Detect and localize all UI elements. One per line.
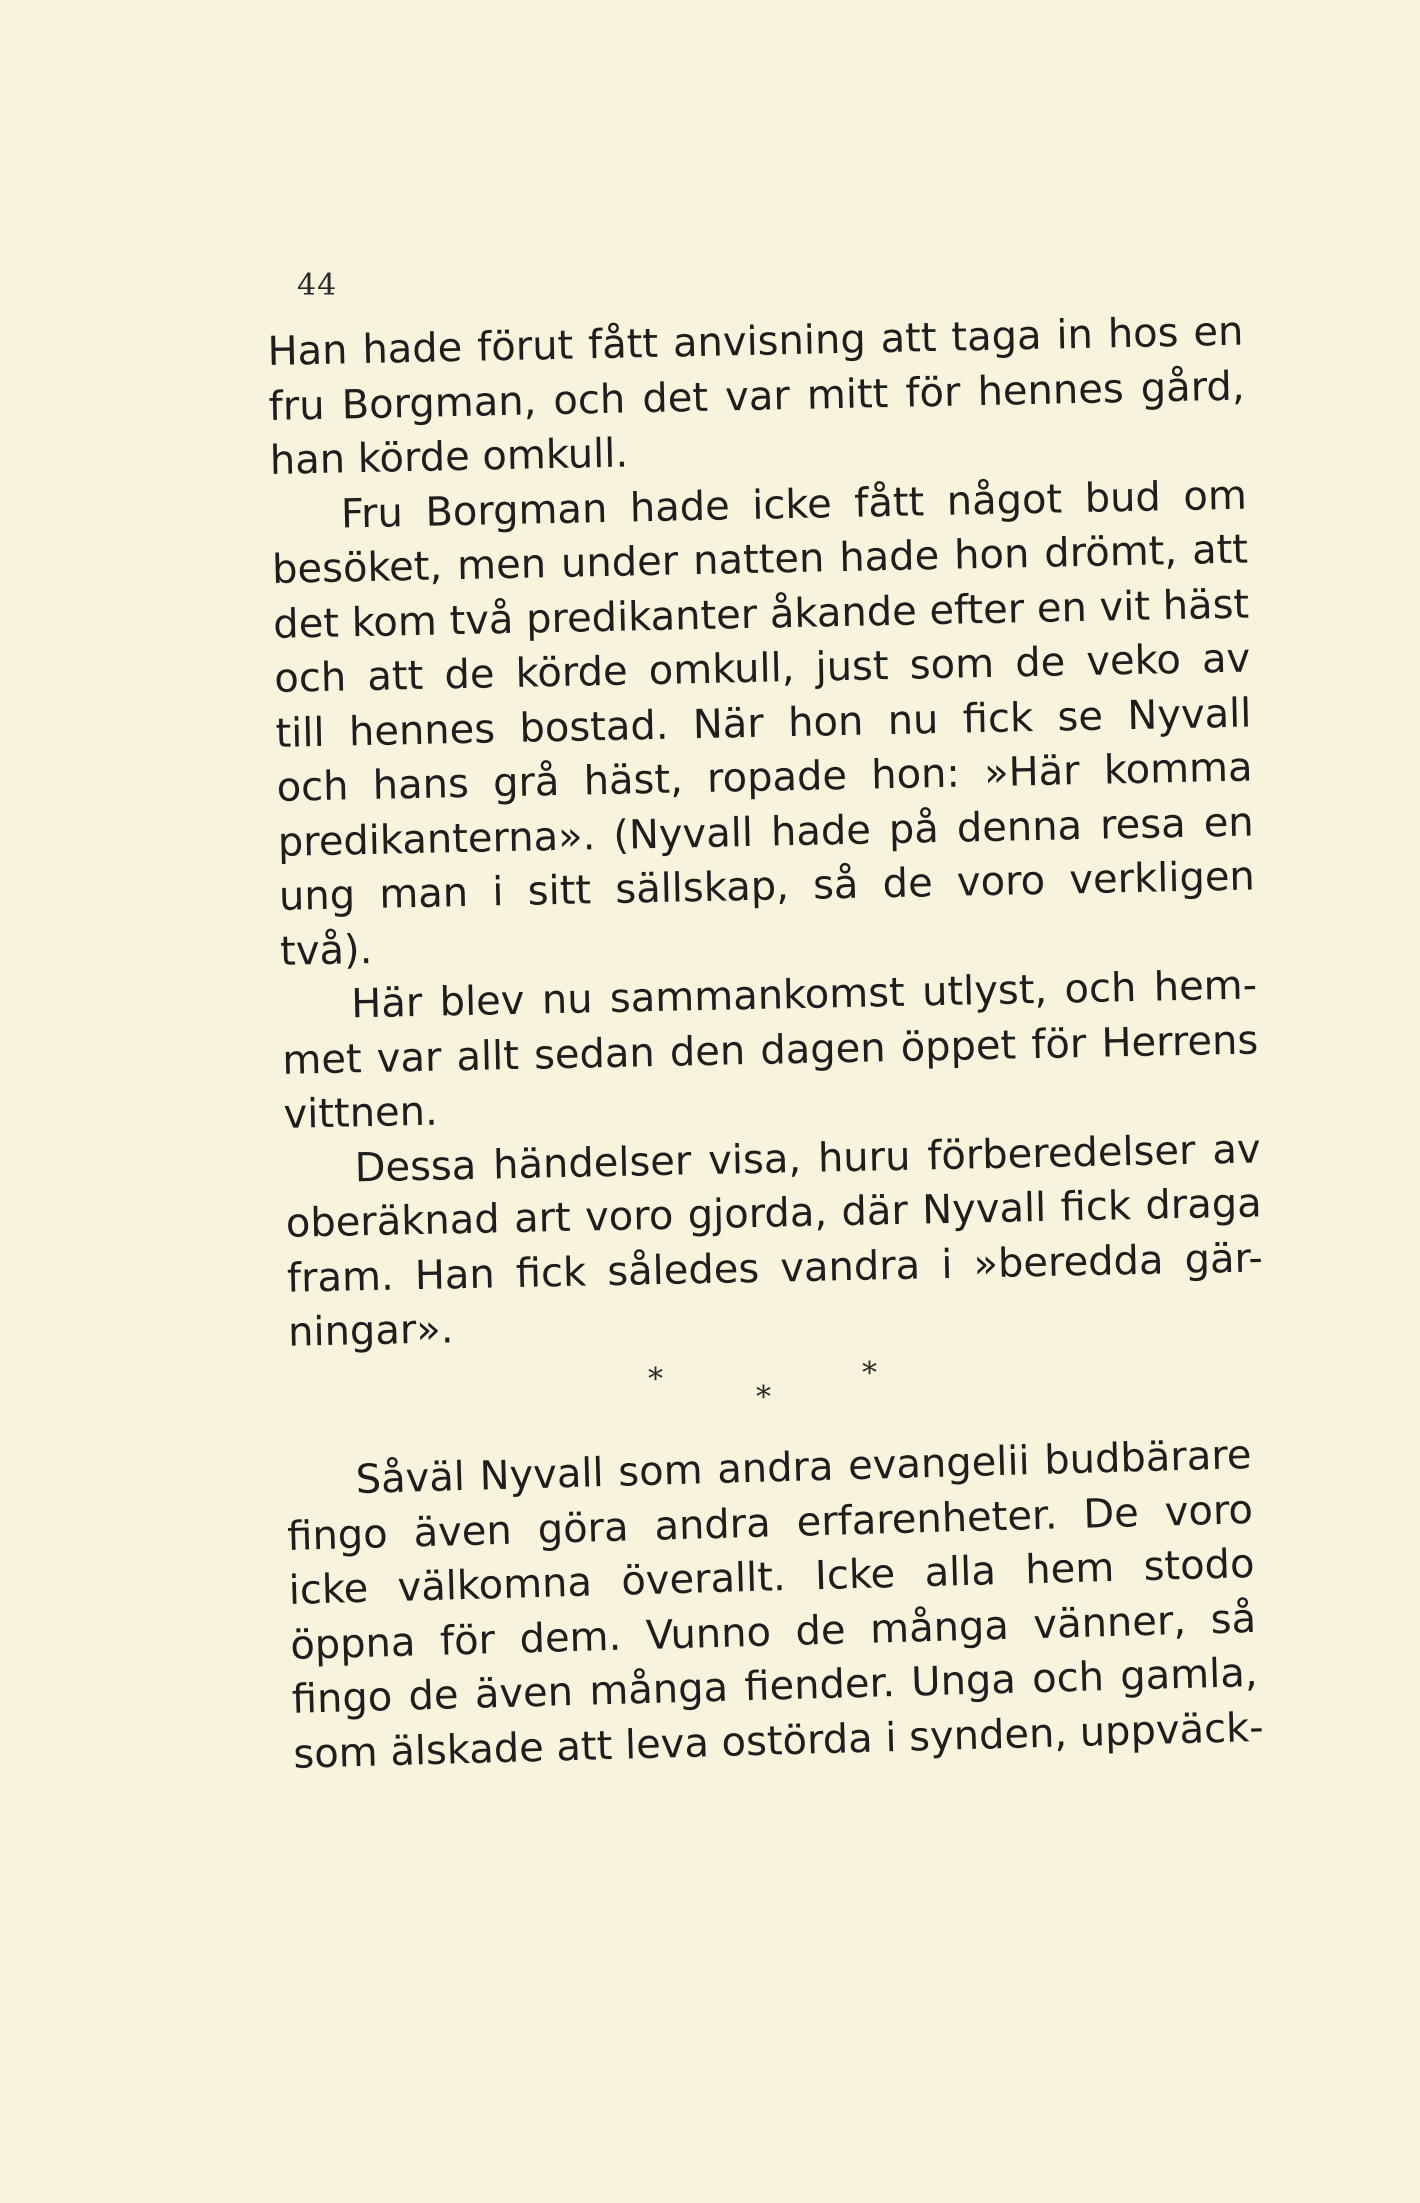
lower-text-block xyxy=(285,1428,1265,1782)
text-line: öppna för dem. Vunno de många vänner, så xyxy=(289,1595,1257,1669)
page-number: 44 xyxy=(297,268,338,303)
text-line: fingo de även många fiender. Unga och gamla, xyxy=(291,1649,1259,1723)
text-line: vittnen. xyxy=(283,1088,439,1138)
text-line: fru Borgman, och det var mitt för hennes gård, xyxy=(268,363,1245,430)
text-line: oberäknad art voro gjorda, där Nyvall fick draga xyxy=(285,1180,1263,1247)
text-line: fram. Han fick således vandra i »beredda gär- xyxy=(286,1234,1264,1302)
text-line: det kom två predikanter åkande efter en vit häst xyxy=(272,580,1250,648)
asterisk-separator: * xyxy=(648,1362,663,1397)
text-line: Dessa händelser visa, huru förberedelser av xyxy=(354,1125,1261,1191)
text-line: han körde omkull. xyxy=(269,430,629,484)
text-line: besöket, men under natten hade hon drömt, att xyxy=(271,526,1249,593)
text-line: som älskade att leva ostörda i synden, uppväck- xyxy=(292,1704,1265,1778)
text-line: met var allt sedan den dagen öppet för Herrens xyxy=(281,1016,1259,1084)
text-line: Han hade förut fått anvisning att taga in hos en xyxy=(267,308,1244,375)
asterisk-separator: * xyxy=(862,1356,877,1391)
text-line: till hennes bostad. När hon nu fick se Nyvall xyxy=(275,689,1252,757)
text-line: och hans grå häst, ropade hon: »Här komma xyxy=(276,744,1253,811)
text-line: fingo även göra andra erfarenheter. De voro xyxy=(286,1486,1254,1560)
upper-text-block xyxy=(267,305,1264,1361)
asterisk-separator: * xyxy=(756,1380,771,1415)
text-line: Fru Borgman hade icke fått något bud om xyxy=(340,472,1248,537)
text-line: predikanterna». (Nyvall hade på denna resa en xyxy=(277,798,1255,866)
text-line: två). xyxy=(279,926,373,975)
text-line: icke välkomna överallt. Icke alla hem stodo xyxy=(288,1540,1256,1614)
text-line: ningar». xyxy=(287,1306,454,1356)
text-line: ung man i sitt sällskap, så de voro verkligen xyxy=(278,853,1256,920)
text-line: Här blev nu sammankomst utlyst, och hem- xyxy=(350,962,1258,1028)
text-line: Såväl Nyvall som andra evangelii budbärare xyxy=(355,1432,1253,1504)
text-line: och att de körde omkull, just som de veko av xyxy=(273,635,1251,702)
